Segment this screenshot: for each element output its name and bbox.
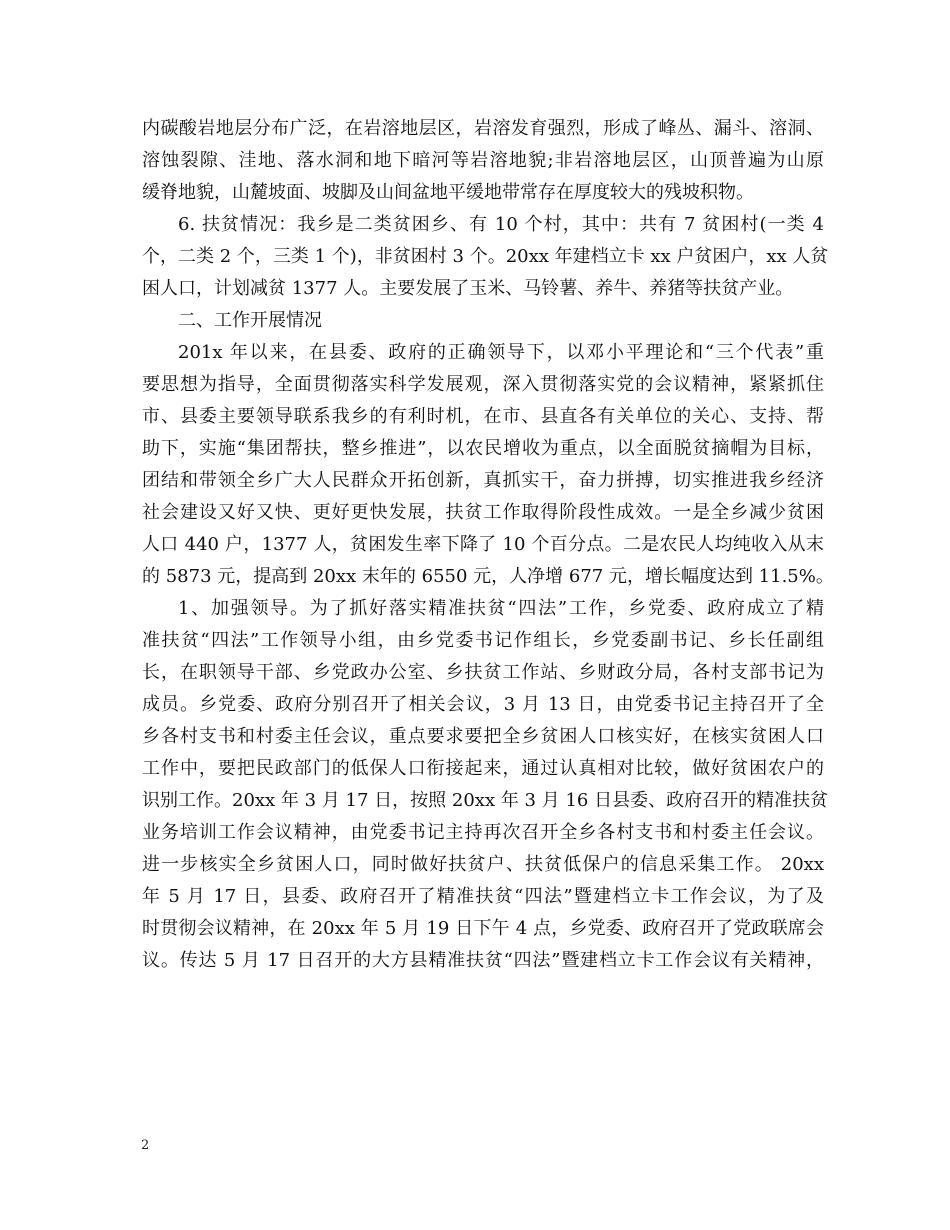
text-line: 工作中，要把民政部门的低保人口衔接起来，通过认真相对比较，做好贫困农户的 — [142, 758, 824, 779]
text-line: 乡各村支书和村委主任会议，重点要求要把全乡贫困人口核实好，在核实贫困人口 — [142, 726, 824, 747]
text-line: 缓脊地貌，山麓坡面、坡脚及山间盆地平缓地带常存在厚度较大的残坡积物。 — [142, 182, 754, 203]
text-line: 时贯彻会议精神，在 20xx 年 5 月 19 日下午 4 点，乡党委、政府召开了党政联席会 — [142, 918, 824, 939]
text-line: 的 5873 元，提高到 20xx 末年的 6550 元，人净增 677 元，增长幅度达到 11.5%。 — [142, 566, 834, 587]
text-line: 人口 440 户，1377 人，贫困发生率下降了 10 个百分点。二是农民人均纯收入从末 — [142, 534, 824, 555]
text-line: 溶蚀裂隙、洼地、落水洞和地下暗河等岩溶地貌;非岩溶地层区，山顶普遍为山原 — [142, 150, 824, 171]
text-line: 要思想为指导，全面贯彻落实科学发展观，深入贯彻落实党的会议精神，紧紧抓住 — [142, 374, 824, 395]
text-line: 议。传达 5 月 17 日召开的大方县精准扶贫“四法”暨建档立卡工作会议有关精神， — [142, 950, 824, 971]
text-line: 市、县委主要领导联系我乡的有利时机，在市、县直各有关单位的关心、支持、帮 — [142, 406, 824, 427]
text-line: 1、加强领导。为了抓好落实精准扶贫“四法”工作，乡党委、政府成立了精 — [178, 598, 824, 619]
text-line: 困人口，计划减贫 1377 人。主要发展了玉米、马铃薯、养牛、养猪等扶贫产业。 — [142, 278, 794, 299]
text-line: 进一步核实全乡贫困人口，同时做好扶贫户、扶贫低保户的信息采集工作。 20xx — [142, 854, 824, 875]
text-line: 准扶贫“四法”工作领导小组，由乡党委书记作组长，乡党委副书记、乡长任副组 — [142, 630, 824, 651]
text-line: 业务培训工作会议精神，由党委书记主持再次召开全乡各村支书和村委主任会议。 — [142, 822, 824, 843]
text-line: 内碳酸岩地层分布广泛，在岩溶地层区，岩溶发育强烈，形成了峰丛、漏斗、溶洞、 — [142, 118, 824, 139]
text-line: 团结和带领全乡广大人民群众开拓创新，真抓实干，奋力拼搏，切实推进我乡经济 — [142, 470, 824, 491]
text-line: 社会建设又好又快、更好更快发展，扶贫工作取得阶段性成效。一是全乡减少贫困 — [142, 502, 824, 523]
page-number: 2 — [141, 1138, 150, 1153]
section-heading: 二、工作开展情况 — [178, 310, 322, 331]
text-line: 成员。乡党委、政府分别召开了相关会议，3 月 13 日，由党委书记主持召开了全 — [142, 694, 824, 715]
text-line: 识别工作。20xx 年 3 月 17 日，按照 20xx 年 3 月 16 日县委、政府召开的精准扶贫 — [142, 790, 829, 811]
text-line: 6. 扶贫情况：我乡是二类贫困乡、有 10 个村，其中：共有 7 贫困村(一类 4 — [178, 214, 824, 235]
text-line: 长，在职领导干部、乡党政办公室、乡扶贫工作站、乡财政分局，各村支部书记为 — [142, 662, 824, 683]
text-line: 年 5 月 17 日，县委、政府召开了精准扶贫“四法”暨建档立卡工作会议，为了及 — [142, 886, 824, 907]
text-line: 助下，实施“集团帮扶，整乡推进”，以农民增收为重点，以全面脱贫摘帽为目标， — [142, 438, 824, 459]
text-line: 201x 年以来，在县委、政府的正确领导下，以邓小平理论和“三个代表”重 — [178, 342, 824, 363]
text-line: 个，二类 2 个，三类 1 个)，非贫困村 3 个。20xx 年建档立卡 xx 户贫困户，xx 人贫 — [142, 246, 829, 267]
